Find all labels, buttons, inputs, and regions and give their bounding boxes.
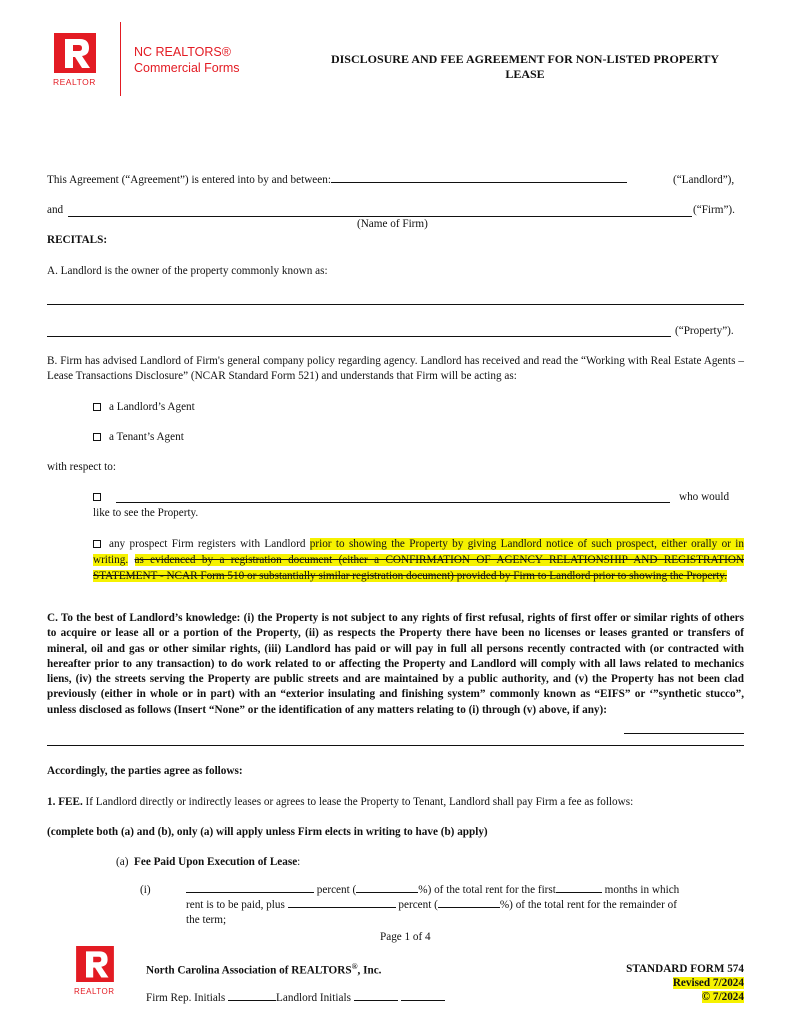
percent-blank-2[interactable] <box>288 906 396 908</box>
realtor-word: REALTOR <box>53 77 96 87</box>
recitals-heading: RECITALS: <box>47 234 108 246</box>
fee-i-line-1: percent ( %) of the total rent for the first months in which <box>186 884 744 896</box>
brand-line-2: Commercial Forms <box>134 61 240 75</box>
accordingly-text: Accordingly, the parties agree as follows: <box>47 765 243 777</box>
realtor-r-icon <box>54 33 96 73</box>
option-landlord-agent[interactable]: a Landlord’s Agent <box>93 401 195 413</box>
document-title <box>290 52 760 82</box>
recital-a-text: A. Landlord is the owner of the property commonly known as: <box>47 265 328 277</box>
percent-figure-blank-2[interactable] <box>438 906 500 908</box>
landlord-agent-checkbox[interactable] <box>93 403 101 411</box>
initials-line: Firm Rep. Initials Landlord Initials <box>146 992 445 1004</box>
header-divider <box>120 22 121 96</box>
page-number: Page 1 of 4 <box>380 931 431 943</box>
recital-c-text: C. To the best of Landlord’s knowledge: (i) the Property is not subject to any rights of first refusal, rights of first offer or similar rights of others to acquire or lease all or a portion of the Property, (ii) as respects the Property there have been no licenses or leases granted or transfers of mineral, oil and gas or other similar rights, (iii) Landlord has paid or will pay in full all persons recently contracted with (or contracted with hereafter prior to any transaction) to do work related to or affecting the Property and Landlord will comply with all laws related to mechanics liens, (iv) the streets serving the Property are public streets and are maintained by a public authority, and (v) the Property has not been clad previously (either in whole or in part) with an “exterior insulating and finishing system” commonly known as “EIFS” or ‘”synthetic stucco”, unless disclosed as follows (Insert “None” or the identification of any matters relating to (i) through (v) above, if any): <box>47 612 744 716</box>
property-blank-2[interactable] <box>47 336 671 337</box>
property-label: (“Property”). <box>675 325 734 337</box>
association-name: North Carolina Association of REALTORS®, Inc. <box>146 962 382 977</box>
landlord-name-blank[interactable] <box>331 181 627 183</box>
fee-i-label: (i) <box>140 884 151 896</box>
months-blank[interactable] <box>556 891 602 893</box>
highlighted-clause: prior to showing the Property by giving Landlord notice of such prospect, either orally or in writing. <box>93 538 744 566</box>
fee-a-heading: (a) Fee Paid Upon Execution of Lease: <box>116 856 301 868</box>
title-line-2: LEASE <box>505 67 545 81</box>
form-number: STANDARD FORM 574 <box>626 963 744 975</box>
fee-i-line-3: the term; <box>186 914 227 926</box>
title-line-1: DISCLOSURE AND FEE AGREEMENT FOR NON-LISTED PROPERTY <box>330 52 720 66</box>
disclosure-blank-2[interactable] <box>47 745 744 746</box>
footer-realtor-word: REALTOR <box>74 987 115 996</box>
property-blank-1[interactable] <box>47 304 744 305</box>
disclosure-blank-1[interactable] <box>624 733 744 734</box>
form-info <box>560 962 744 1004</box>
intro-line-2: and <box>47 204 64 216</box>
brand-line-1: NC REALTORS® <box>134 45 231 59</box>
copyright-date: © 7/2024 <box>701 991 744 1003</box>
intro-line-1: This Agreement (“Agreement”) is entered into by and between: <box>47 174 627 186</box>
landlord-initials-blank-2[interactable] <box>401 999 445 1001</box>
recital-b-text: B. Firm has advised Landlord of Firm's general company policy regarding agency. Landlord has received and read the “Working with Real Estate Agents – Lease Transactions Disclosure” (NCAR Standard Form 521) and understands that Firm will be acting as: <box>47 355 744 382</box>
struck-clause: as evidenced by a registration document (either a CONFIRMATION OF AGENCY RELATIONSHIP AND REGISTRATION STATEMENT - NCAR Form 510 or substantially similar registration document) provided by Firm to Landlord prior to showing the Property. <box>93 554 744 582</box>
name-of-firm-caption: (Name of Firm) <box>357 218 428 230</box>
fee-i-line-2: rent is to be paid, plus percent ( %) of the total rent for the remainder of <box>186 899 677 911</box>
footer-realtor-r-icon <box>76 946 114 982</box>
option-tenant-agent[interactable]: a Tenant’s Agent <box>93 431 184 443</box>
who-would: who would <box>679 491 730 503</box>
complete-both-note: (complete both (a) and (b), only (a) will apply unless Firm elects in writing to have (b) apply) <box>47 826 488 838</box>
prospect-name-checkbox[interactable] <box>93 493 101 501</box>
firm-name-blank[interactable] <box>68 216 692 217</box>
landlord-initials-blank-1[interactable] <box>354 999 398 1001</box>
percent-blank-1[interactable] <box>186 891 314 893</box>
with-respect-to: with respect to: <box>47 461 116 473</box>
percent-figure-blank-1[interactable] <box>356 891 418 893</box>
prospect-option-2: any prospect Firm registers with Landlord prior to showing the Property by giving Landlord notice of such prospect, either orally or in writing. as evidenced by a registration document (either a CONFIRMATION OF AGENCY RELATIONSHIP AND REGISTRATION STATEMENT - NCAR Form 510 or substantially similar registration document) provided by Firm to Landlord prior to showing the Property. <box>93 538 744 582</box>
prospect-name-blank[interactable] <box>116 502 670 503</box>
prospect-option-1[interactable] <box>93 491 109 503</box>
prospect-register-checkbox[interactable] <box>93 540 101 548</box>
landlord-label: (“Landlord”), <box>673 174 735 186</box>
tenant-agent-checkbox[interactable] <box>93 433 101 441</box>
like-to-see: like to see the Property. <box>93 507 199 519</box>
revised-date: Revised 7/2024 <box>672 977 744 989</box>
firm-initials-blank[interactable] <box>228 999 276 1001</box>
firm-label: (“Firm”). <box>693 204 735 216</box>
fee-paragraph: 1. FEE. If Landlord directly or indirectly leases or agrees to lease the Property to Tenant, Landlord shall pay Firm a fee as follows: <box>47 796 634 808</box>
